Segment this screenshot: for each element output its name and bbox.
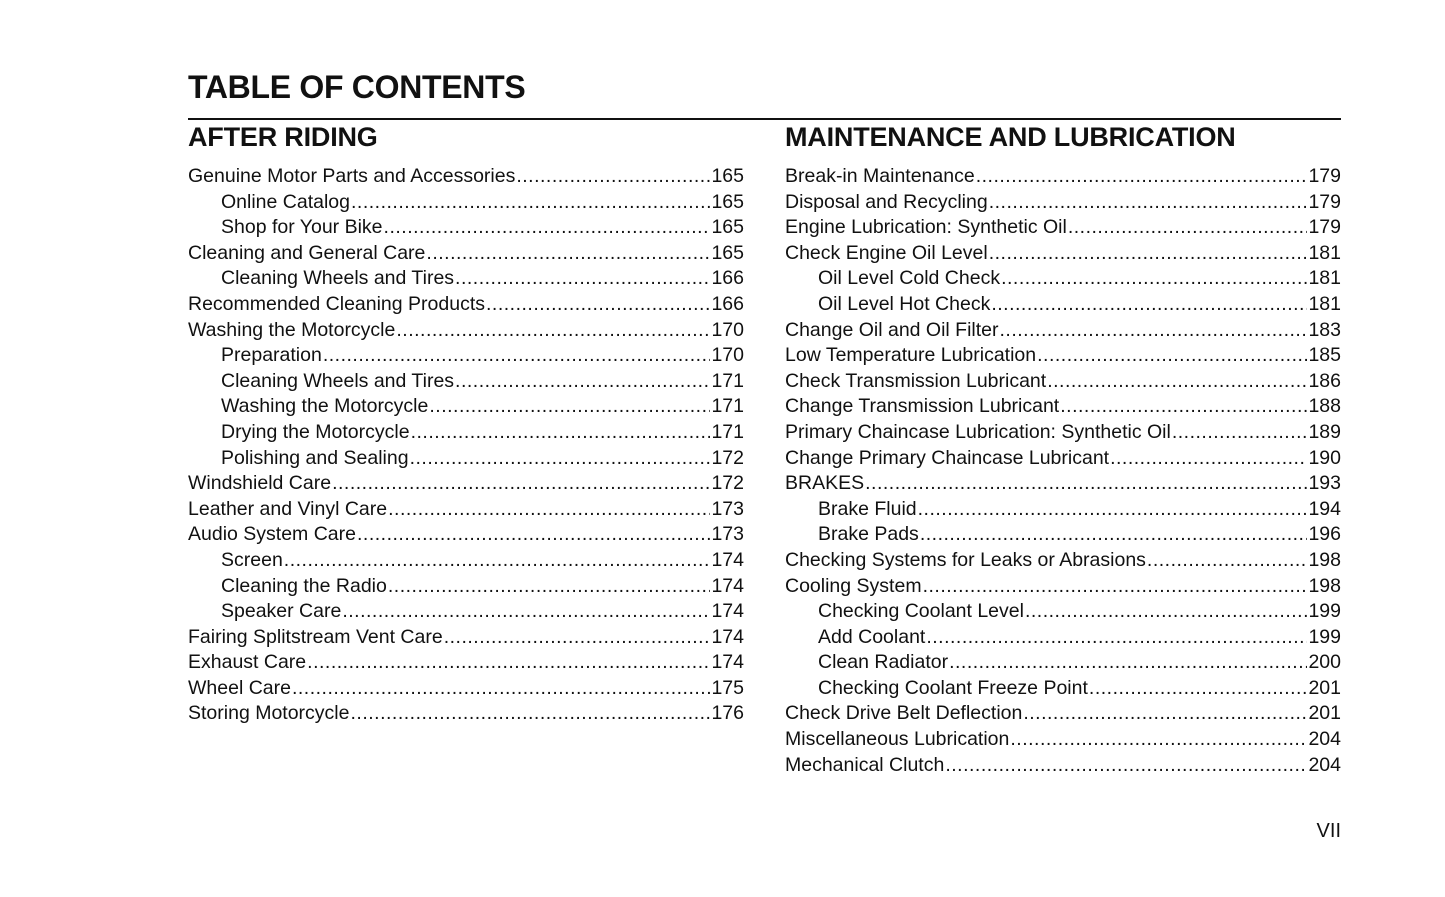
dot-leader bbox=[949, 650, 1307, 676]
toc-entry[interactable] bbox=[188, 241, 744, 267]
toc-entry-page: 171 bbox=[711, 395, 744, 418]
toc-entry-title: Add Coolant bbox=[818, 625, 926, 648]
toc-entry-page: 199 bbox=[1308, 625, 1341, 648]
toc-entry-title: Change Oil and Oil Filter bbox=[785, 318, 999, 341]
toc-entry-title: Polishing and Sealing bbox=[221, 446, 409, 469]
dot-leader bbox=[486, 292, 710, 318]
section-maintenance-and-lubrication bbox=[785, 120, 1341, 778]
toc-entry-page: 204 bbox=[1308, 728, 1341, 751]
dot-leader bbox=[307, 650, 710, 676]
toc-entry-title: Recommended Cleaning Products bbox=[188, 292, 485, 315]
toc-entry[interactable] bbox=[785, 318, 1341, 344]
toc-entry-page: 174 bbox=[711, 651, 744, 674]
toc-entry-page: 190 bbox=[1308, 446, 1341, 469]
toc-entry-page: 171 bbox=[711, 369, 744, 392]
toc-entry[interactable] bbox=[188, 522, 744, 548]
toc-entry-page: 165 bbox=[711, 216, 744, 239]
toc-entry-page: 172 bbox=[711, 446, 744, 469]
toc-entry-page: 176 bbox=[711, 702, 744, 725]
toc-entry-title: Washing the Motorcycle bbox=[188, 318, 396, 341]
dot-leader bbox=[426, 241, 710, 267]
dot-leader bbox=[410, 446, 711, 472]
toc-entry-page: 170 bbox=[711, 344, 744, 367]
toc-entry[interactable] bbox=[785, 676, 1341, 702]
page-title: TABLE OF CONTENTS bbox=[188, 69, 526, 105]
toc-entry[interactable] bbox=[188, 599, 744, 625]
dot-leader bbox=[396, 318, 710, 344]
toc-entry-title: Brake Fluid bbox=[818, 497, 917, 520]
toc-entry-page: 174 bbox=[711, 548, 744, 571]
dot-leader bbox=[384, 215, 711, 241]
toc-entry-page: 196 bbox=[1308, 523, 1341, 546]
toc-entry-page: 201 bbox=[1308, 676, 1341, 699]
toc-entry[interactable] bbox=[785, 190, 1341, 216]
toc-entry-page: 183 bbox=[1308, 318, 1341, 341]
toc-entry[interactable] bbox=[785, 753, 1341, 779]
toc-entry[interactable] bbox=[785, 522, 1341, 548]
dot-leader bbox=[455, 266, 710, 292]
toc-entry-title: Clean Radiator bbox=[818, 651, 949, 674]
toc-entry[interactable] bbox=[188, 650, 744, 676]
dot-leader bbox=[926, 625, 1307, 651]
toc-entry[interactable] bbox=[785, 369, 1341, 395]
toc-entry-title: Genuine Motor Parts and Accessories bbox=[188, 165, 516, 187]
toc-entry[interactable] bbox=[785, 215, 1341, 241]
toc-entry-title: Check Engine Oil Level bbox=[785, 241, 988, 264]
toc-entry[interactable] bbox=[188, 471, 744, 497]
toc-entry-title: Check Transmission Lubricant bbox=[785, 369, 1047, 392]
dot-leader bbox=[351, 190, 710, 216]
toc-entry[interactable] bbox=[188, 215, 744, 241]
dot-leader bbox=[976, 164, 1308, 190]
dot-leader bbox=[284, 548, 711, 574]
toc-entry[interactable] bbox=[188, 676, 744, 702]
toc-entry-title: Cleaning Wheels and Tires bbox=[221, 369, 455, 392]
dot-leader bbox=[1089, 676, 1308, 702]
toc-entry-title: Speaker Care bbox=[221, 600, 342, 623]
toc-entry-title: Cooling System bbox=[785, 574, 922, 597]
toc-entry-title: Cleaning the Radio bbox=[221, 574, 387, 597]
toc-entry-page: 171 bbox=[711, 420, 744, 443]
toc-entry[interactable] bbox=[188, 701, 744, 727]
dot-leader bbox=[342, 599, 710, 625]
toc-entry-title: Storing Motorcycle bbox=[188, 702, 350, 725]
toc-entry[interactable] bbox=[785, 241, 1341, 267]
toc-entry-title: Audio System Care bbox=[188, 523, 356, 546]
page-number: VII bbox=[1316, 820, 1341, 842]
dot-leader bbox=[388, 497, 710, 523]
toc-entry[interactable] bbox=[785, 548, 1341, 574]
toc-entry-title: Online Catalog bbox=[221, 190, 350, 213]
toc-entry-page: 198 bbox=[1308, 548, 1341, 571]
toc-entry-title: BRAKES bbox=[785, 472, 865, 495]
dot-leader bbox=[411, 420, 711, 446]
toc-entry-page: 181 bbox=[1308, 241, 1341, 264]
dot-leader bbox=[323, 343, 711, 369]
toc-entry-title: Screen bbox=[221, 548, 283, 571]
toc-entry-title: Check Drive Belt Deflection bbox=[785, 702, 1023, 725]
toc-entry[interactable] bbox=[188, 266, 744, 292]
toc-entry-page: 185 bbox=[1308, 344, 1341, 367]
toc-entry-title: Wheel Care bbox=[188, 676, 291, 699]
dot-leader bbox=[1047, 369, 1307, 395]
toc-entry[interactable] bbox=[188, 574, 744, 600]
toc-entry-page: 204 bbox=[1308, 753, 1341, 776]
toc-entry-page: 181 bbox=[1308, 267, 1341, 290]
toc-entry[interactable] bbox=[188, 625, 744, 651]
toc-entry-page: 173 bbox=[711, 523, 744, 546]
toc-entry[interactable] bbox=[785, 574, 1341, 600]
toc-entry[interactable] bbox=[785, 727, 1341, 753]
dot-leader bbox=[388, 574, 711, 600]
toc-entry-page: 179 bbox=[1308, 165, 1341, 187]
toc-entry-title: Checking Systems for Leaks or Abrasions bbox=[785, 548, 1146, 571]
toc-entry[interactable] bbox=[188, 394, 744, 420]
toc-entry-page: 193 bbox=[1308, 472, 1341, 495]
dot-leader bbox=[918, 497, 1308, 523]
toc-entry-page: 189 bbox=[1308, 420, 1341, 443]
toc-entry-title: Disposal and Recycling bbox=[785, 190, 988, 213]
toc-entry-title: Change Transmission Lubricant bbox=[785, 395, 1060, 418]
toc-entry-page: 179 bbox=[1308, 190, 1341, 213]
toc-entry-title: Cleaning and General Care bbox=[188, 241, 426, 264]
toc-entry-page: 170 bbox=[711, 318, 744, 341]
toc-entry-title: Change Primary Chaincase Lubricant bbox=[785, 446, 1110, 469]
toc-entry-title: Exhaust Care bbox=[188, 651, 307, 674]
toc-entry-page: 199 bbox=[1308, 600, 1341, 623]
toc-entry[interactable] bbox=[785, 599, 1341, 625]
toc-entry[interactable] bbox=[188, 369, 744, 395]
section-title: AFTER RIDING bbox=[188, 122, 378, 152]
toc-entry[interactable] bbox=[785, 650, 1341, 676]
toc-entry-title: Preparation bbox=[221, 344, 322, 367]
dot-leader bbox=[516, 164, 710, 190]
toc-entry[interactable] bbox=[785, 164, 1341, 190]
dot-leader bbox=[292, 676, 710, 702]
toc-entry-title: Engine Lubrication: Synthetic Oil bbox=[785, 216, 1067, 239]
toc-entry-page: 165 bbox=[711, 190, 744, 213]
toc-entry[interactable] bbox=[785, 625, 1341, 651]
toc-entry-title: Shop for Your Bike bbox=[221, 216, 383, 239]
toc-entry-page: 166 bbox=[711, 267, 744, 290]
dot-leader bbox=[989, 190, 1308, 216]
toc-entry-title: Break-in Maintenance bbox=[785, 165, 975, 187]
toc-entry[interactable] bbox=[785, 471, 1341, 497]
toc-list bbox=[785, 164, 1341, 778]
toc-entry-page: 173 bbox=[711, 497, 744, 520]
dot-leader bbox=[1000, 318, 1308, 344]
dot-leader bbox=[1025, 599, 1307, 625]
toc-entry[interactable] bbox=[188, 446, 744, 472]
toc-entry-page: 165 bbox=[711, 241, 744, 264]
toc-entry[interactable] bbox=[188, 497, 744, 523]
toc-entry-page: 174 bbox=[711, 625, 744, 648]
toc-entry[interactable] bbox=[785, 497, 1341, 523]
toc-entry-page: 201 bbox=[1308, 702, 1341, 725]
toc-entry-page: 172 bbox=[711, 472, 744, 495]
toc-entry-page: 174 bbox=[711, 574, 744, 597]
toc-entry-title: Leather and Vinyl Care bbox=[188, 497, 388, 520]
toc-entry-title: Oil Level Hot Check bbox=[818, 292, 991, 315]
toc-entry[interactable] bbox=[188, 548, 744, 574]
dot-leader bbox=[1172, 420, 1308, 446]
toc-entry-page: 188 bbox=[1308, 395, 1341, 418]
toc-entry[interactable] bbox=[785, 701, 1341, 727]
dot-leader bbox=[455, 369, 710, 395]
toc-entry-page: 200 bbox=[1308, 651, 1341, 674]
dot-leader bbox=[865, 471, 1307, 497]
dot-leader bbox=[429, 394, 710, 420]
toc-entry[interactable] bbox=[188, 164, 744, 190]
toc-entry-title: Windshield Care bbox=[188, 472, 332, 495]
section-title: MAINTENANCE AND LUBRICATION bbox=[785, 122, 1236, 152]
toc-entry-title: Oil Level Cold Check bbox=[818, 267, 1001, 290]
toc-entry-title: Washing the Motorcycle bbox=[221, 395, 429, 418]
toc-entry[interactable] bbox=[785, 266, 1341, 292]
toc-entry[interactable] bbox=[785, 292, 1341, 318]
dot-leader bbox=[350, 701, 710, 727]
dot-leader bbox=[945, 753, 1307, 779]
toc-entry[interactable] bbox=[785, 343, 1341, 369]
dot-leader bbox=[1037, 343, 1307, 369]
dot-leader bbox=[991, 292, 1307, 318]
toc-list bbox=[188, 164, 744, 727]
toc-entry-page: 175 bbox=[711, 676, 744, 699]
toc-entry[interactable] bbox=[188, 190, 744, 216]
toc-entry-page: 181 bbox=[1308, 292, 1341, 315]
toc-entry-title: Miscellaneous Lubrication bbox=[785, 728, 1010, 751]
toc-entry[interactable] bbox=[188, 420, 744, 446]
dot-leader bbox=[444, 625, 711, 651]
dot-leader bbox=[357, 522, 710, 548]
toc-entry[interactable] bbox=[785, 446, 1341, 472]
dot-leader bbox=[923, 574, 1308, 600]
toc-entry-page: 186 bbox=[1308, 369, 1341, 392]
dot-leader bbox=[1147, 548, 1308, 574]
toc-entry-page: 194 bbox=[1308, 497, 1341, 520]
section-after-riding bbox=[188, 120, 744, 727]
toc-entry[interactable] bbox=[188, 343, 744, 369]
toc-entry-title: Drying the Motorcycle bbox=[221, 420, 410, 443]
toc-entry[interactable] bbox=[188, 292, 744, 318]
toc-entry-title: Primary Chaincase Lubrication: Synthetic Oil bbox=[785, 420, 1171, 443]
toc-entry-title: Brake Pads bbox=[818, 523, 919, 546]
dot-leader bbox=[1110, 446, 1307, 472]
dot-leader bbox=[1001, 266, 1307, 292]
toc-entry-page: 198 bbox=[1308, 574, 1341, 597]
toc-entry[interactable] bbox=[188, 318, 744, 344]
toc-entry-page: 174 bbox=[711, 600, 744, 623]
toc-entry[interactable] bbox=[785, 420, 1341, 446]
dot-leader bbox=[332, 471, 710, 497]
dot-leader bbox=[989, 241, 1308, 267]
toc-entry-page: 165 bbox=[711, 165, 744, 187]
dot-leader bbox=[920, 522, 1308, 548]
toc-entry-title: Mechanical Clutch bbox=[785, 753, 945, 776]
dot-leader bbox=[1068, 215, 1308, 241]
toc-entry-page: 179 bbox=[1308, 216, 1341, 239]
toc-entry-title: Cleaning Wheels and Tires bbox=[221, 267, 455, 290]
toc-entry[interactable] bbox=[785, 394, 1341, 420]
toc-entry-page: 166 bbox=[711, 292, 744, 315]
dot-leader bbox=[1023, 701, 1307, 727]
toc-entry-title: Fairing Splitstream Vent Care bbox=[188, 625, 443, 648]
dot-leader bbox=[1010, 727, 1307, 753]
dot-leader bbox=[1060, 394, 1307, 420]
toc-entry-title: Checking Coolant Freeze Point bbox=[818, 676, 1088, 699]
toc-entry-title: Checking Coolant Level bbox=[818, 600, 1024, 623]
toc-entry-title: Low Temperature Lubrication bbox=[785, 344, 1037, 367]
